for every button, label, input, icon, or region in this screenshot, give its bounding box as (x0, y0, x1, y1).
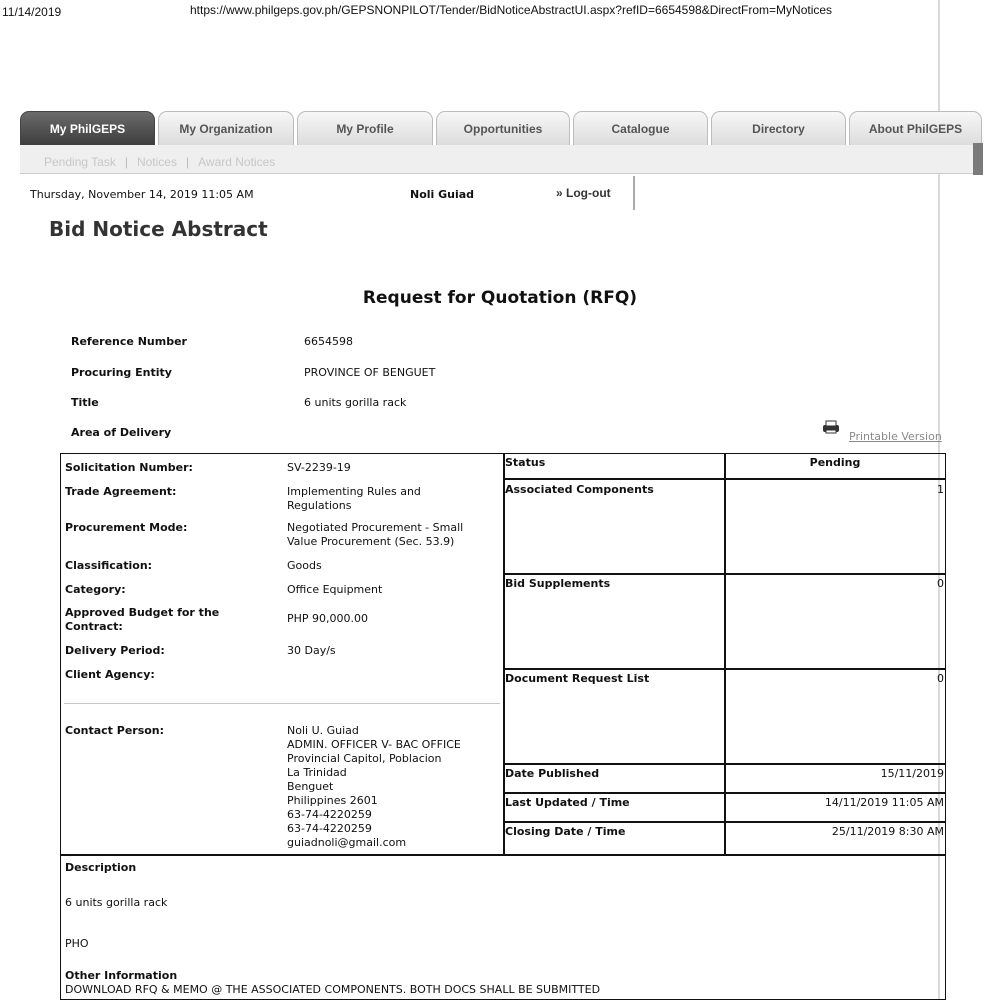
category-value: Office Equipment (287, 583, 383, 596)
table-row-divider (503, 668, 946, 670)
tab-opportunities[interactable]: Opportunities (436, 111, 570, 145)
closing-date-label: Closing Date / Time (505, 825, 626, 838)
document-request-list-count[interactable]: 0 (937, 672, 944, 685)
contact-divider (64, 703, 500, 704)
printer-icon[interactable] (822, 420, 840, 434)
status-value: Pending (809, 456, 861, 469)
table-row-divider (503, 573, 946, 575)
bid-supplements-count[interactable]: 0 (937, 577, 944, 590)
table-column-divider (503, 453, 505, 855)
tab-directory[interactable]: Directory (711, 111, 846, 145)
closing-date-value: 25/11/2019 8:30 AM (831, 825, 944, 838)
sub-nav (44, 155, 275, 169)
status-label: Status (505, 456, 546, 469)
approved-budget-value: PHP 90,000.00 (287, 612, 369, 625)
sub-nav-pending-task[interactable]: Pending Task (44, 155, 116, 169)
procurement-mode-label: Procurement Mode: (65, 521, 188, 534)
approved-budget-label: Approved Budget for the Contract: (65, 606, 220, 633)
page-title: Bid Notice Abstract (49, 217, 268, 241)
tab-about-philgeps[interactable]: About PhilGEPS (849, 111, 982, 145)
contact-person-value: Noli U. Guiad ADMIN. OFFICER V- BAC OFFICE Provincial Capitol, Poblacion La Trinidad Benguet Philippines 2601 63-74-4220259 63-74-4220259 guiadnoli@gmail.com (287, 724, 461, 849)
table-row-divider (503, 792, 946, 794)
reference-number-value: 6654598 (304, 335, 353, 348)
logout-divider (633, 176, 635, 210)
category-label: Category: (65, 583, 126, 596)
solicitation-number-label: Solicitation Number: (65, 461, 193, 474)
tab-my-profile[interactable]: My Profile (297, 111, 433, 145)
sub-nav-separator: | (185, 155, 190, 169)
print-date: 11/14/2019 (2, 5, 62, 19)
table-row-divider (503, 821, 946, 823)
title-label: Title (71, 396, 99, 409)
procuring-entity-label: Procuring Entity (71, 366, 172, 379)
delivery-period-value: 30 Day/s (287, 644, 336, 657)
printable-version-link[interactable]: Printable Version (849, 430, 942, 443)
main-tab-bar (20, 111, 982, 147)
trade-agreement-label: Trade Agreement: (65, 485, 177, 498)
sub-nav-award-notices[interactable]: Award Notices (198, 155, 276, 169)
description-line: PHO (65, 937, 89, 950)
contact-person-label: Contact Person: (65, 724, 165, 737)
sub-nav-separator: | (124, 155, 128, 169)
description-line: 6 units gorilla rack (65, 896, 168, 909)
tab-my-philgeps[interactable]: My PhilGEPS (20, 111, 155, 145)
scrollbar-thumb[interactable] (973, 143, 983, 175)
last-updated-label: Last Updated / Time (505, 796, 630, 809)
print-url: https://www.philgeps.gov.ph/GEPSNONPILOT/Tender/BidNoticeAbstractUI.aspx?refID=6654598&DirectFrom=MyNotices (190, 3, 833, 17)
table-row-divider (503, 478, 946, 480)
tab-catalogue[interactable]: Catalogue (573, 111, 708, 145)
procurement-mode-value: Negotiated Procurement - Small Value Procurement (Sec. 53.9) (287, 521, 464, 548)
notice-type-title: Request for Quotation (RFQ) (362, 288, 638, 308)
other-information-label: Other Information (65, 969, 178, 982)
area-of-delivery-label: Area of Delivery (71, 426, 172, 439)
associated-components-count[interactable]: 1 (937, 483, 944, 496)
description-label: Description (65, 861, 137, 874)
solicitation-number-value: SV-2239-19 (287, 461, 351, 474)
user-name: Noli Guiad (410, 188, 475, 201)
logout-link[interactable]: » Log-out (556, 186, 611, 200)
date-published-value: 15/11/2019 (880, 767, 944, 780)
bid-supplements-label[interactable]: Bid Supplements (505, 577, 611, 590)
session-datetime: Thursday, November 14, 2019 11:05 AM (30, 188, 254, 201)
title-value: 6 units gorilla rack (304, 396, 407, 409)
procuring-entity-value: PROVINCE OF BENGUET (304, 366, 436, 379)
client-agency-label: Client Agency: (65, 668, 155, 681)
delivery-period-label: Delivery Period: (65, 644, 165, 657)
trade-agreement-value: Implementing Rules and Regulations (287, 485, 421, 512)
last-updated-value: 14/11/2019 11:05 AM (824, 796, 944, 809)
document-request-list-label[interactable]: Document Request List (505, 672, 650, 685)
associated-components-label[interactable]: Associated Components (505, 483, 654, 496)
classification-value: Goods (287, 559, 322, 572)
sub-nav-notices[interactable]: Notices (136, 155, 177, 169)
reference-number-label: Reference Number (71, 335, 187, 348)
table-row-divider (60, 854, 946, 856)
date-published-label: Date Published (505, 767, 600, 780)
table-row-divider (503, 763, 946, 765)
classification-label: Classification: (65, 559, 153, 572)
table-column-divider (724, 453, 726, 855)
tab-my-organization[interactable]: My Organization (158, 111, 294, 145)
other-information-text: DOWNLOAD RFQ & MEMO @ THE ASSOCIATED COMPONENTS. BOTH DOCS SHALL BE SUBMITTED (65, 983, 601, 996)
